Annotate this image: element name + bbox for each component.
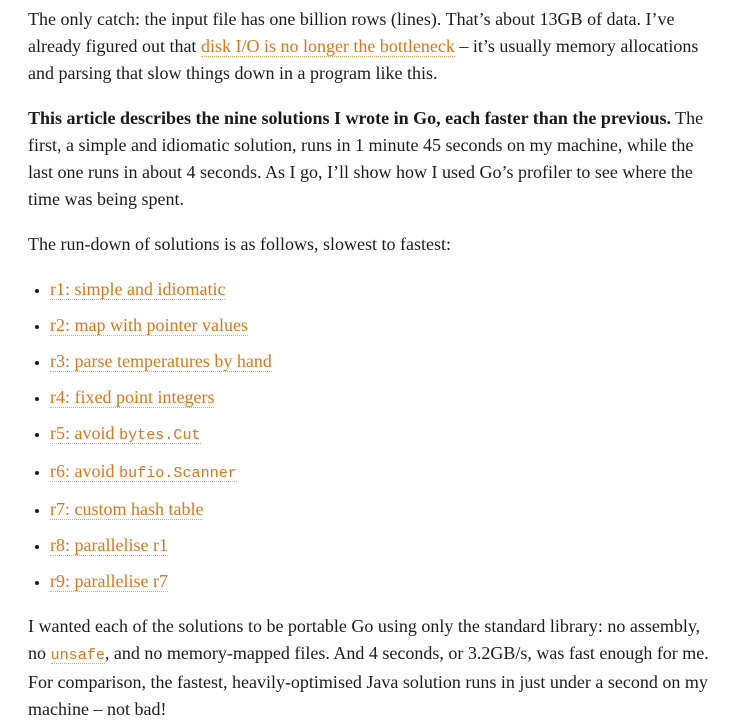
overview-regular-text: The first, a simple and idiomatic solution, runs in 1 minute 45 seconds on my machine, while the last one runs in about 4 seconds. As I go, I’ll show how I used Go’s profiler to see where the time was being spent. — [28, 108, 704, 209]
link-r5-label: r5: avoid — [50, 423, 119, 443]
link-r3[interactable] — [50, 351, 272, 372]
link-r4[interactable] — [50, 387, 214, 408]
solutions-list — [28, 276, 718, 595]
paragraph-intro — [28, 6, 718, 87]
link-r6-label: r6: avoid — [50, 461, 119, 481]
link-r2[interactable] — [50, 315, 248, 336]
link-r1[interactable] — [50, 279, 225, 300]
link-r6[interactable] — [50, 461, 237, 482]
link-unsafe[interactable] — [51, 643, 105, 664]
list-item-r3 — [50, 348, 718, 375]
link-r7-label: r7: custom hash table — [50, 499, 204, 519]
link-r5[interactable] — [50, 423, 201, 444]
link-r7[interactable] — [50, 499, 203, 520]
paragraph-closing — [28, 613, 718, 723]
list-item-r4 — [50, 384, 718, 411]
list-item-r1 — [50, 276, 718, 303]
link-r1-label: r1: simple and idiomatic — [50, 279, 226, 299]
link-r2-label: r2: map with pointer values — [50, 315, 248, 335]
paragraph-rundown-intro: The run-down of solutions is as follows, slowest to fastest: — [28, 234, 451, 254]
list-item-r8 — [50, 532, 718, 559]
closing-text-before-code: I wanted each of the solutions to be portable Go using only the standard library: no assembly, no — [28, 616, 701, 663]
link-disk-io-bottleneck[interactable]: disk I/O is no longer the bottleneck — [200, 36, 455, 56]
link-r5-code-bytes-cut: bytes.Cut — [119, 426, 201, 444]
list-item-r2 — [50, 312, 718, 339]
overview-bold-lead: This article describes the nine solutions I wrote in Go, each faster than the previous. — [28, 108, 671, 128]
list-item-r7 — [50, 496, 718, 523]
link-r9-label: r9: parallelise r7 — [50, 571, 168, 591]
list-item-r6 — [50, 458, 718, 487]
unsafe-code-text: unsafe — [50, 646, 105, 664]
link-r4-label: r4: fixed point integers — [50, 387, 215, 407]
link-r3-label: r3: parse temperatures by hand — [50, 351, 272, 371]
paragraph-overview — [28, 105, 718, 213]
list-item-r9 — [50, 568, 718, 595]
link-r8[interactable] — [50, 535, 168, 556]
link-r6-code-bufio-scanner: bufio.Scanner — [119, 464, 237, 482]
intro-text-before-link: The only catch: the input file has one billion rows (lines). That’s about 13GB of data. I’ve already figured out that — [28, 9, 675, 56]
list-item-r5 — [50, 420, 718, 449]
intro-text-after-link: – it’s usually memory allocations and parsing that slow things down in a program like this. — [28, 36, 699, 83]
closing-text-after-code: , and no memory-mapped files. And 4 seconds, or 3.2GB/s, was fast enough for me. For comparison, the fastest, heavily-optimised Java solution runs in just under a second on my machine – not bad! — [28, 643, 709, 719]
link-r9[interactable] — [50, 571, 168, 592]
link-r8-label: r8: parallelise r1 — [50, 535, 168, 555]
